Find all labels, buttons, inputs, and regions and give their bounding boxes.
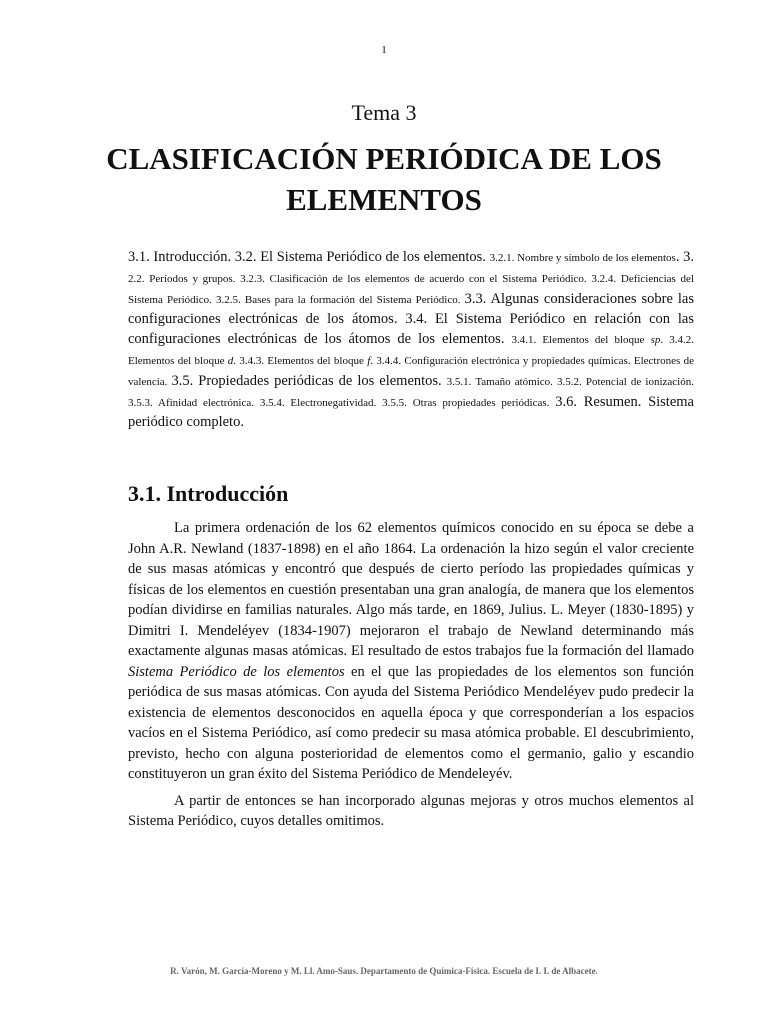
toc-entry: 3.3. Algunas consideraciones sobre las configuraciones electrónicas de los átomos. 3.4. El Sistema Periódico en relación con las configuraciones electrónicas de los átomos de los elementos. [128,290,694,348]
toc-entry: 2.2. Períodos y grupos. 3.2.3. Clasificación de los elementos de acuerdo con el Sistema Periódico. 3.2.4. Deficiencias del Sistema Periódico. 3.2.5. Bases para la formación del Sistema Periódico. [128,272,694,306]
chapter-label: Tema 3 [351,100,417,125]
paragraph: A partir de entonces se han incorporado algunas mejoras y otros muchos elementos al Sistema Periódico, cuyos detalles omitimos. [128,792,694,829]
emphasis-text: Sistema Periódico de los elementos [128,663,345,680]
toc-entry: sp [650,334,661,347]
toc-entry: 3.4.1. Elementos del bloque [511,334,651,347]
page-title [100,138,668,220]
toc-entry: d [227,354,234,367]
toc-entry: f [367,354,371,367]
toc-entry: 3.5.1. Tamaño atómico. 3.5.2. Potencial de ionización. 3.5.3. Afinidad electrónica. 3.5.4. Electronegatividad. 3.5.5. Otras propiedades periódicas. [128,375,694,409]
toc-entry: . 3.4.4. Configuración electrónica y propiedades químicas. Electrones de valencia. [128,354,695,388]
table-of-contents [128,248,694,433]
toc-entry: 3.2.1. Nombre y símbolo de los elementos [489,252,676,264]
title-line-2: ELEMENTOS [286,182,482,217]
body-text [128,518,694,838]
toc-entry: . 3.4.3. Elementos del bloque [233,354,368,367]
paragraph-text: La primera ordenación de los 62 elementos químicos conocido en su época se debe a John A.R. Newland (1837-1898) en el año 1864. La ordenación la hizo según el valor creciente de sus masas atómicas y encontró que después de cierto período las propiedades químicas y físicas de los elementos en cuestión presentaban una gran analogía, de manera que los elementos podían dividirse en familias naturales. Algo más tarde, en 1869, Julius. L. Meyer (1830-1895) y Dimitri I. Mendeléyev (1834-1907) mejoraron el trabajo de Newland determinando más exactamente algunas masas atómicas. El resultado de estos trabajos fue la formación del llamado [128,520,694,659]
paragraph-text: en el que las propiedades de los elementos son función periódica de sus masas atómicas. Con ayuda del Sistema Periódico Mendeléyev pudo predecir la existencia de elementos desconocidos en aquella época y que corresponderían a los espacios vacíos en el Sistema Periódico, así como predecir su masa atómica probable. El descubrimiento, previsto, hecho con alguna posterioridad de elementos como el germanio, galio y escandio constituyeron un gran éxito del Sistema Periódico de Mendeleyév. [128,663,694,782]
toc-entry: 3.5. Propiedades periódicas de los elementos. [171,372,447,389]
page-footer: R. Varón, M. García-Moreno y M. Ll. Amo-Saus. Departamento de Química-Física. Escuela de I. I. de Albacete. [170,966,598,976]
toc-entry: . 3.4.2. Elementos del bloque [128,334,694,367]
toc-entry: . 3. [675,249,695,265]
paragraph [128,518,694,785]
title-line-1: CLASIFICACIÓN PERIÓDICA DE LOS [106,141,662,176]
section-heading: 3.1. Introducción [128,481,289,506]
page-number: 1 [381,44,387,56]
toc-entry: 3.1. Introducción. 3.2. El Sistema Periódico de los elementos. [128,249,490,265]
toc-entry: 3.6. Resumen. Sistema periódico completo. [128,393,694,431]
